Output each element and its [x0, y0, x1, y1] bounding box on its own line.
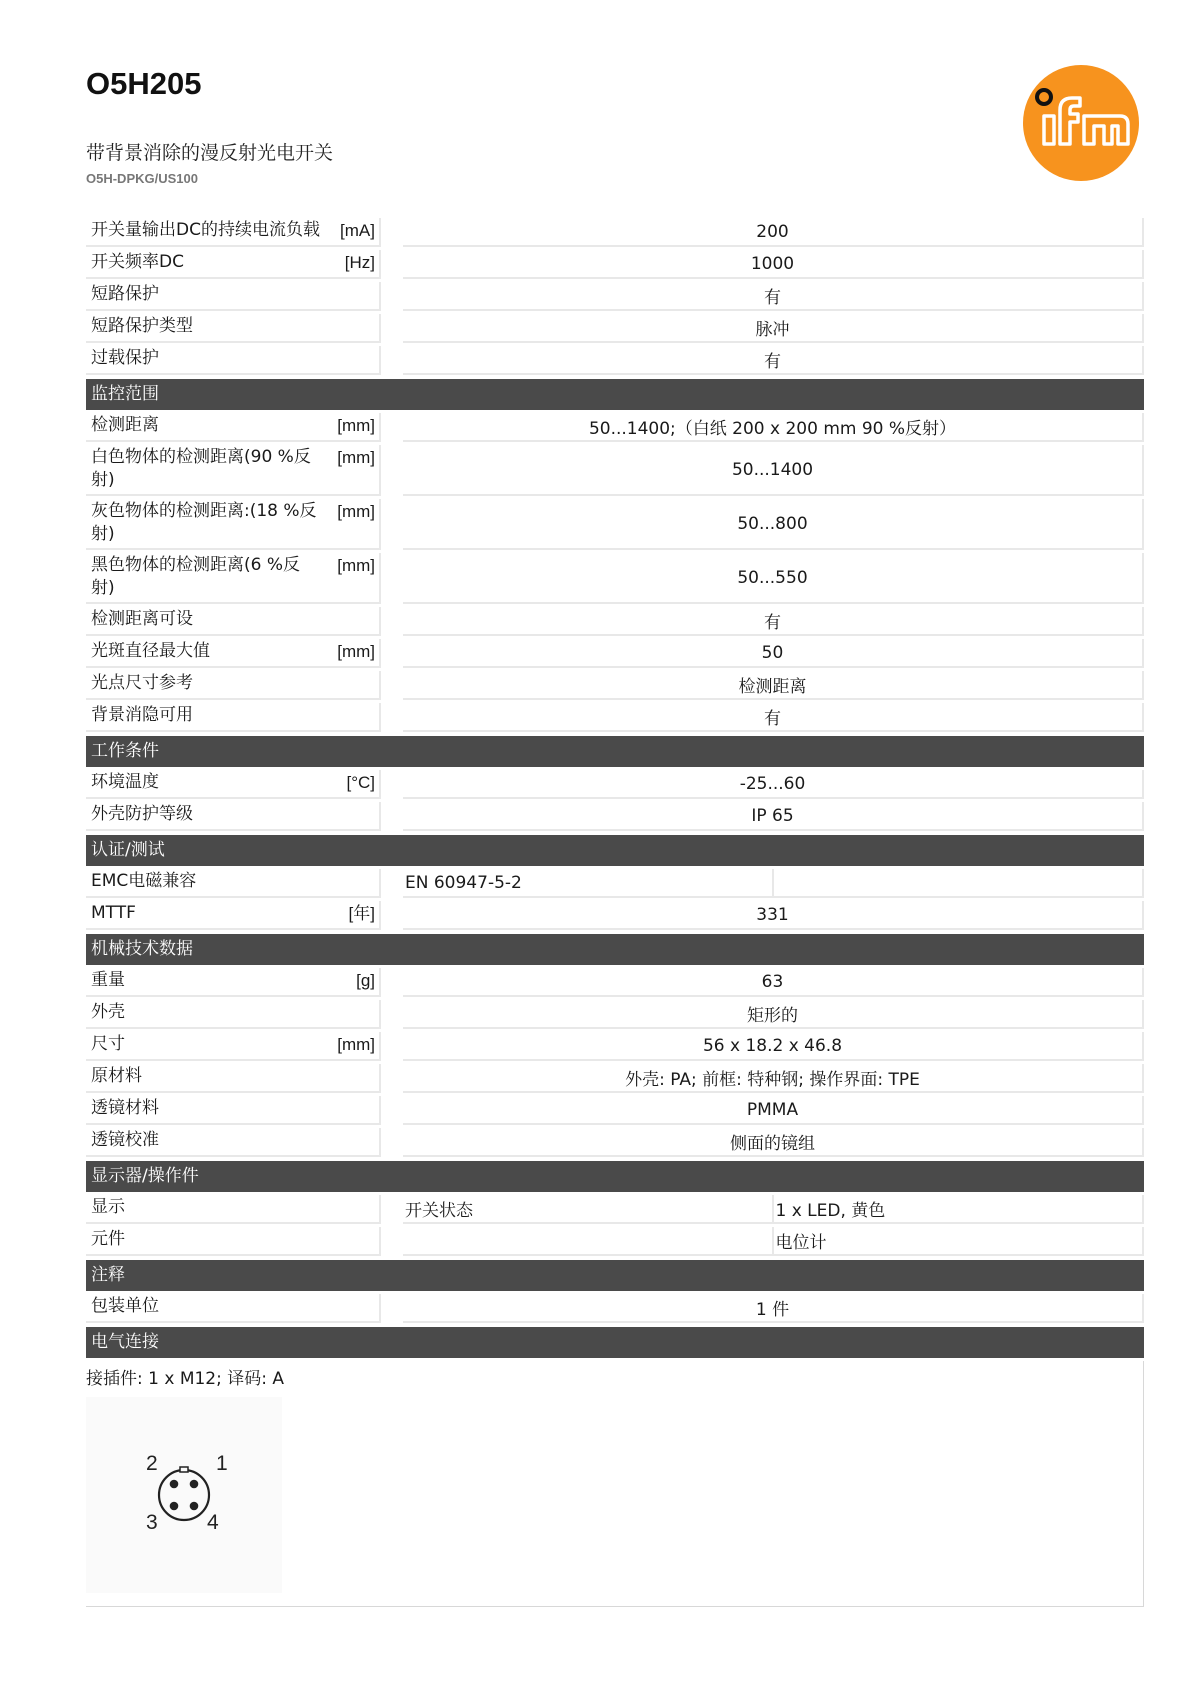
section-header-electrical: 电气连接: [86, 1327, 1144, 1358]
spec-row: [86, 770, 1144, 799]
row-label: 重量: [91, 970, 125, 990]
row-label: 白色物体的检测距离(90 %反射): [91, 447, 311, 490]
spec-row-display: [86, 1195, 1144, 1224]
section-header-mechanical: 机械技术数据: [86, 934, 1144, 965]
row-unit: [年]: [348, 904, 375, 923]
row-value: 有: [403, 703, 1144, 732]
section-header-monitoring: 监控范围: [86, 379, 1144, 410]
product-title: O5H205: [86, 66, 202, 101]
row-label: 外壳防护等级: [91, 804, 193, 824]
spec-row: [86, 314, 1144, 343]
pin-3: [170, 1502, 179, 1511]
pin-2: [170, 1480, 179, 1489]
row-label: 短路保护: [91, 284, 159, 304]
row-value: 331: [403, 901, 1144, 930]
row-label: 灰色物体的检测距离:(18 %反射): [91, 501, 317, 544]
row-label: 开关频率DC: [91, 252, 184, 272]
row-value: 50...1400: [403, 445, 1144, 496]
row-value: 侧面的镜组: [403, 1128, 1144, 1157]
spec-row: [86, 671, 1144, 700]
row-label: 检测距离: [91, 415, 159, 435]
row-label: 透镜校准: [91, 1130, 159, 1150]
spec-row: [86, 282, 1144, 311]
row-value: 63: [403, 968, 1144, 997]
row-value: 50: [403, 639, 1144, 668]
row-label: EMC电磁兼容: [91, 871, 197, 891]
spec-row: [86, 553, 1144, 604]
section-header-remarks: 注释: [86, 1260, 1144, 1291]
spec-row: [86, 1032, 1144, 1061]
pin-label-3: 3: [146, 1511, 158, 1534]
pin-4: [190, 1502, 199, 1511]
spec-row: [86, 968, 1144, 997]
spec-row: [86, 607, 1144, 636]
spec-row: [86, 346, 1144, 375]
spec-row: [86, 499, 1144, 550]
spec-row: [86, 250, 1144, 279]
row-unit: [°C]: [346, 773, 375, 792]
row-value: 外壳: PA; 前框: 特种钢; 操作界面: TPE: [403, 1064, 1144, 1093]
row-unit: [g]: [356, 971, 375, 990]
row-label: 过载保护: [91, 348, 159, 368]
spec-row-element: [86, 1227, 1144, 1256]
m12-pin-diagram: [86, 1397, 282, 1593]
row-unit: [mm]: [337, 642, 375, 661]
row-unit: [mm]: [337, 1035, 375, 1054]
row-unit: [mA]: [340, 221, 375, 240]
product-subtitle: 带背景消除的漫反射光电开关: [86, 142, 334, 164]
spec-row: [86, 1096, 1144, 1125]
row-value: 56 x 18.2 x 46.8: [403, 1032, 1144, 1061]
row-label: MTTF: [91, 903, 136, 923]
row-label: 短路保护类型: [91, 316, 193, 336]
row-label: 尺寸: [91, 1034, 125, 1054]
section-header-operating: 工作条件: [86, 736, 1144, 767]
row-label: 光斑直径最大值: [91, 641, 210, 661]
section-header-display: 显示器/操作件: [86, 1161, 1144, 1192]
pin-label-1: 1: [216, 1452, 228, 1475]
spec-table: [86, 218, 1144, 1607]
row-label: 检测距离可设: [91, 609, 193, 629]
row-value: -25...60: [403, 770, 1144, 799]
spec-row: [86, 1128, 1144, 1157]
row-value: 50...1400;（白纸 200 x 200 mm 90 %反射）: [403, 413, 1144, 442]
spec-row: [86, 802, 1144, 831]
row-value: 1000: [403, 250, 1144, 279]
electrical-connection-box: [86, 1361, 1144, 1607]
row-value: 有: [403, 346, 1144, 375]
spec-row: [86, 1064, 1144, 1093]
row-unit: [mm]: [337, 556, 375, 575]
row-value: 1 件: [403, 1294, 1144, 1323]
row-value: 1 x LED, 黄色: [774, 1195, 1145, 1224]
row-value: 200: [403, 218, 1144, 247]
row-value: 50...800: [403, 499, 1144, 550]
row-unit: [mm]: [337, 416, 375, 435]
row-label: 环境温度: [91, 772, 159, 792]
row-value: 50...550: [403, 553, 1144, 604]
row-sublabel: [403, 1227, 774, 1256]
row-value: PMMA: [403, 1096, 1144, 1125]
row-value: 有: [403, 282, 1144, 311]
row-label: 包装单位: [91, 1296, 159, 1316]
row-unit: [Hz]: [344, 253, 375, 272]
pin-label-2: 2: [146, 1452, 158, 1475]
row-value: 矩形的: [403, 1000, 1144, 1029]
row-label: 开关量输出DC的持续电流负载: [91, 220, 320, 240]
spec-row: [86, 413, 1144, 442]
row-value: 有: [403, 607, 1144, 636]
row-label: 显示: [91, 1197, 125, 1217]
connector-description: 接插件: 1 x M12; 译码: A: [86, 1369, 285, 1389]
row-label: 黑色物体的检测距离(6 %反射): [91, 555, 301, 598]
row-label: 光点尺寸参考: [91, 673, 193, 693]
row-value: IP 65: [403, 802, 1144, 831]
spec-row: [86, 639, 1144, 668]
row-label: 透镜材料: [91, 1098, 159, 1118]
row-value-empty: [774, 869, 1145, 898]
row-label: 背景消隐可用: [91, 705, 193, 725]
row-value: 检测距离: [403, 671, 1144, 700]
spec-row: [86, 703, 1144, 732]
pin-label-4: 4: [207, 1511, 219, 1534]
row-value: EN 60947-5-2: [403, 869, 774, 898]
article-number: O5H-DPKG/US100: [86, 171, 198, 186]
section-header-approvals: 认证/测试: [86, 835, 1144, 866]
row-unit: [mm]: [337, 502, 375, 521]
spec-row: [86, 445, 1144, 496]
pin-1: [190, 1480, 199, 1489]
row-label: 元件: [91, 1229, 125, 1249]
row-sublabel: 开关状态: [403, 1195, 774, 1224]
spec-row: [86, 1294, 1144, 1323]
row-label: 外壳: [91, 1002, 125, 1022]
spec-row-emc: [86, 869, 1144, 898]
row-label: 原材料: [91, 1066, 142, 1086]
spec-row: [86, 901, 1144, 930]
row-value: 电位计: [774, 1227, 1145, 1256]
row-value: 脉冲: [403, 314, 1144, 343]
row-unit: [mm]: [337, 448, 375, 467]
spec-row: [86, 218, 1144, 247]
spec-row: [86, 1000, 1144, 1029]
ifm-logo: [1022, 64, 1140, 182]
